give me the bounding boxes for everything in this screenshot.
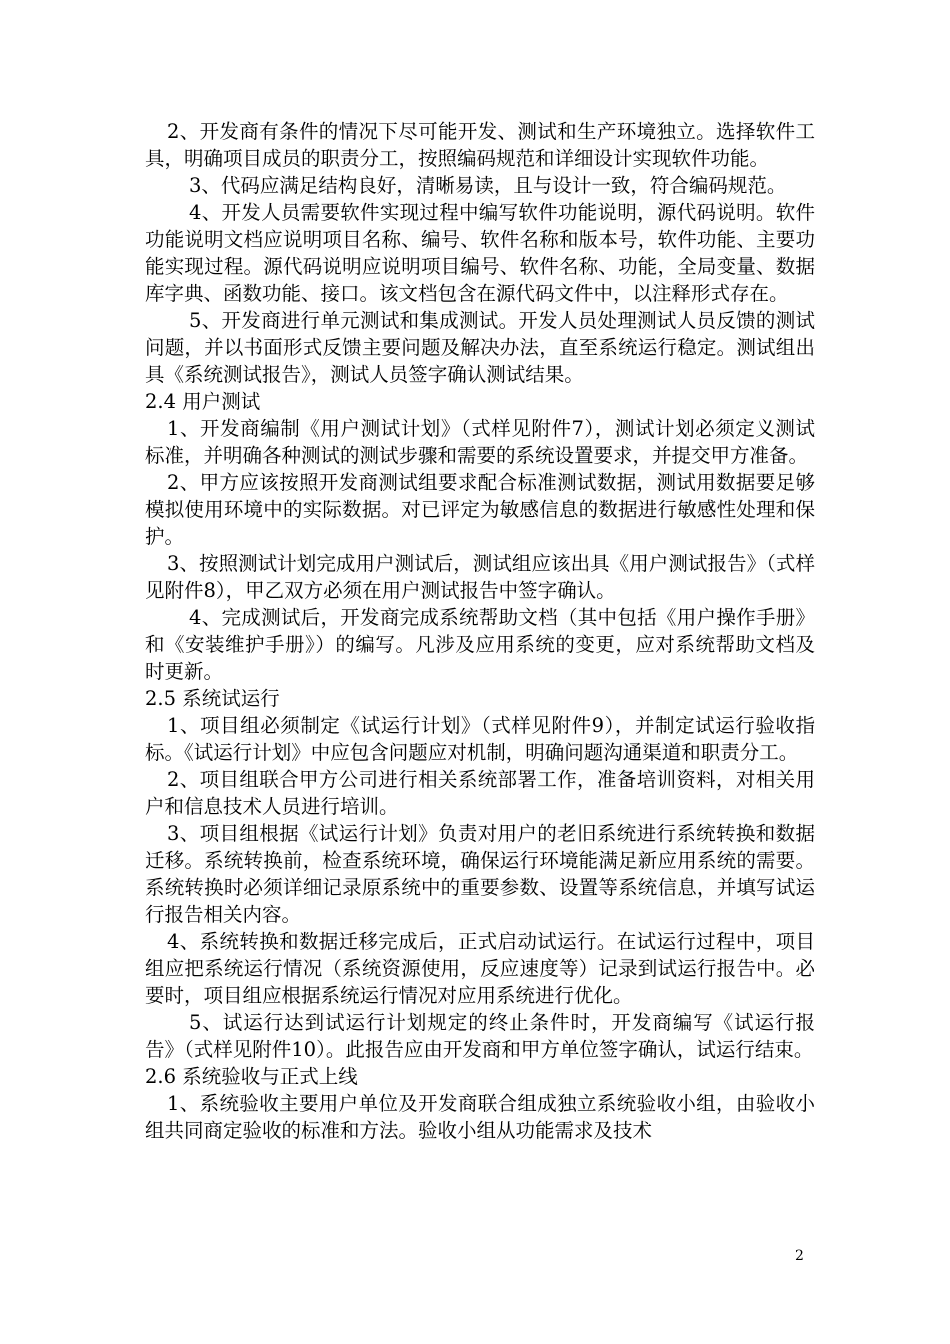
paragraph: 4、开发人员需要软件实现过程中编写软件功能说明，源代码说明。软件功能说明文档应说明项目名称、编号、软件名称和版本号，软件功能、主要功能实现过程。源代码说明应说明项目编号、软件名称、功能，全局变量、数据库字典、函数功能、接口。该文档包含在源代码文件中，以注释形式存在。 bbox=[145, 201, 815, 305]
paragraph: 2、开发商有条件的情况下尽可能开发、测试和生产环境独立。选择软件工具，明确项目成员的职责分工，按照编码规范和详细设计实现软件功能。 bbox=[145, 120, 815, 170]
paragraph: 2、项目组联合甲方公司进行相关系统部署工作，准备培训资料，对相关用户和信息技术人员进行培训。 bbox=[145, 768, 815, 818]
section-heading: 2.4 用户测试 bbox=[145, 390, 261, 413]
paragraph: 1、项目组必须制定《试运行计划》（式样见附件9），并制定试运行验收指标。《试运行计划》中应包含问题应对机制，明确问题沟通渠道和职责分工。 bbox=[145, 714, 815, 764]
page-number: 2 bbox=[795, 1248, 804, 1264]
paragraph: 3、按照测试计划完成用户测试后，测试组应该出具《用户测试报告》（式样见附件8），甲乙双方必须在用户测试报告中签字确认。 bbox=[145, 552, 815, 602]
paragraph: 2、甲方应该按照开发商测试组要求配合标准测试数据，测试用数据要足够模拟使用环境中的实际数据。对已评定为敏感信息的数据进行敏感性处理和保护。 bbox=[145, 471, 815, 548]
paragraph: 3、项目组根据《试运行计划》负责对用户的老旧系统进行系统转换和数据迁移。系统转换前，检查系统环境，确保运行环境能满足新应用系统的需要。系统转换时必须详细记录原系统中的重要参数、设置等系统信息，并填写试运行报告相关内容。 bbox=[145, 822, 815, 926]
paragraph: 4、完成测试后，开发商完成系统帮助文档（其中包括《用户操作手册》和《安装维护手册》）的编写。凡涉及应用系统的变更，应对系统帮助文档及时更新。 bbox=[145, 606, 815, 683]
paragraph: 1、系统验收主要用户单位及开发商联合组成独立系统验收小组，由验收小组共同商定验收的标准和方法。验收小组从功能需求及技术 bbox=[145, 1092, 815, 1142]
section-heading: 2.5 系统试运行 bbox=[145, 687, 280, 710]
section-heading: 2.6 系统验收与正式上线 bbox=[145, 1065, 358, 1088]
paragraph: 1、开发商编制《用户测试计划》（式样见附件7），测试计划必须定义测试标准，并明确各种测试的测试步骤和需要的系统设置要求，并提交甲方准备。 bbox=[145, 417, 815, 467]
paragraph: 3、代码应满足结构良好，清晰易读，且与设计一致，符合编码规范。 bbox=[189, 174, 787, 197]
document-body bbox=[145, 118, 815, 1144]
paragraph: 4、系统转换和数据迁移完成后，正式启动试运行。在试运行过程中，项目组应把系统运行情况（系统资源使用，反应速度等）记录到试运行报告中。必要时，项目组应根据系统运行情况对应用系统进行优化。 bbox=[145, 930, 815, 1007]
paragraph: 5、试运行达到试运行计划规定的终止条件时，开发商编写《试运行报告》（式样见附件10）。此报告应由开发商和甲方单位签字确认，试运行结束。 bbox=[145, 1011, 815, 1061]
paragraph: 5、开发商进行单元测试和集成测试。开发人员处理测试人员反馈的测试问题，并以书面形式反馈主要问题及解决办法，直至系统运行稳定。测试组出具《系统测试报告》，测试人员签字确认测试结果。 bbox=[145, 309, 815, 386]
